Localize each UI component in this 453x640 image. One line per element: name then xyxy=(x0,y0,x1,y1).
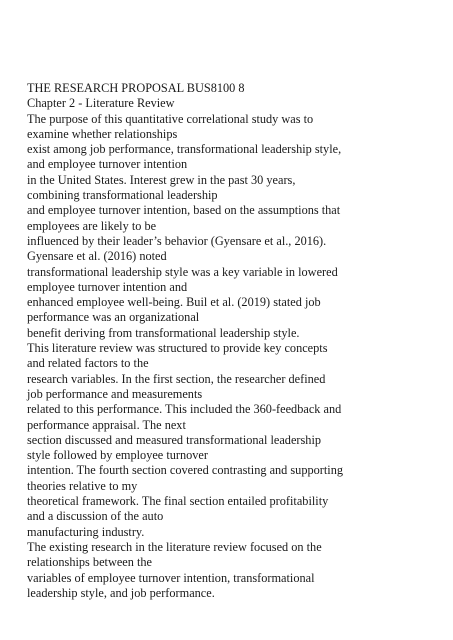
text-line: in the United States. Interest grew in the past 30 years, xyxy=(27,172,296,187)
text-line: exist among job performance, transformational leadership style, xyxy=(27,142,342,157)
text-line: related to this performance. This included the 360-feedback and xyxy=(27,402,342,417)
text-line: employee turnover intention and xyxy=(27,279,188,294)
text-line: research variables. In the first section, the researcher defined xyxy=(27,371,326,386)
text-line: job performance and measurements xyxy=(27,386,203,401)
text-line: section discussed and measured transformational leadership xyxy=(27,432,322,447)
document-body xyxy=(27,81,447,601)
text-line: enhanced employee well-being. Buil et al. (2019) stated job xyxy=(27,295,321,310)
text-line: and related factors to the xyxy=(27,356,149,371)
text-line: theories relative to my xyxy=(27,478,138,493)
text-line: theoretical framework. The final section entailed profitability xyxy=(27,494,329,509)
text-line: relationships between the xyxy=(27,555,152,570)
text-line: influenced by their leader’s behavior (Gyensare et al., 2016). xyxy=(27,233,327,248)
text-line: employees are likely to be xyxy=(27,218,157,233)
header-line: THE RESEARCH PROPOSAL BUS8100 8 xyxy=(27,81,245,95)
text-line: examine whether relationships xyxy=(27,126,178,141)
text-line: and a discussion of the auto xyxy=(27,509,164,524)
text-line: style followed by employee turnover xyxy=(27,448,208,463)
text-line: leadership style, and job performance. xyxy=(27,585,215,600)
text-line: combining transformational leadership xyxy=(27,188,218,203)
text-line: variables of employee turnover intention, transformational xyxy=(27,570,315,585)
text-line: transformational leadership style was a key variable in lowered xyxy=(27,264,338,279)
text-line: performance appraisal. The next xyxy=(27,417,186,432)
text-line: benefit deriving from transformational leadership style. xyxy=(27,325,300,340)
text-line: This literature review was structured to provide key concepts xyxy=(27,341,328,356)
chapter-heading: Chapter 2 - Literature Review xyxy=(27,96,175,111)
text-line: and employee turnover intention, based on the assumptions that xyxy=(27,203,341,218)
text-line: intention. The fourth section covered contrasting and supporting xyxy=(27,463,344,478)
text-line: manufacturing industry. xyxy=(27,524,145,539)
text-line: The purpose of this quantitative correlational study was to xyxy=(27,111,314,126)
text-line: Gyensare et al. (2016) noted xyxy=(27,249,167,264)
text-line: The existing research in the literature review focused on the xyxy=(27,539,322,554)
text-line: and employee turnover intention xyxy=(27,157,188,172)
text-line: performance was an organizational xyxy=(27,310,200,325)
